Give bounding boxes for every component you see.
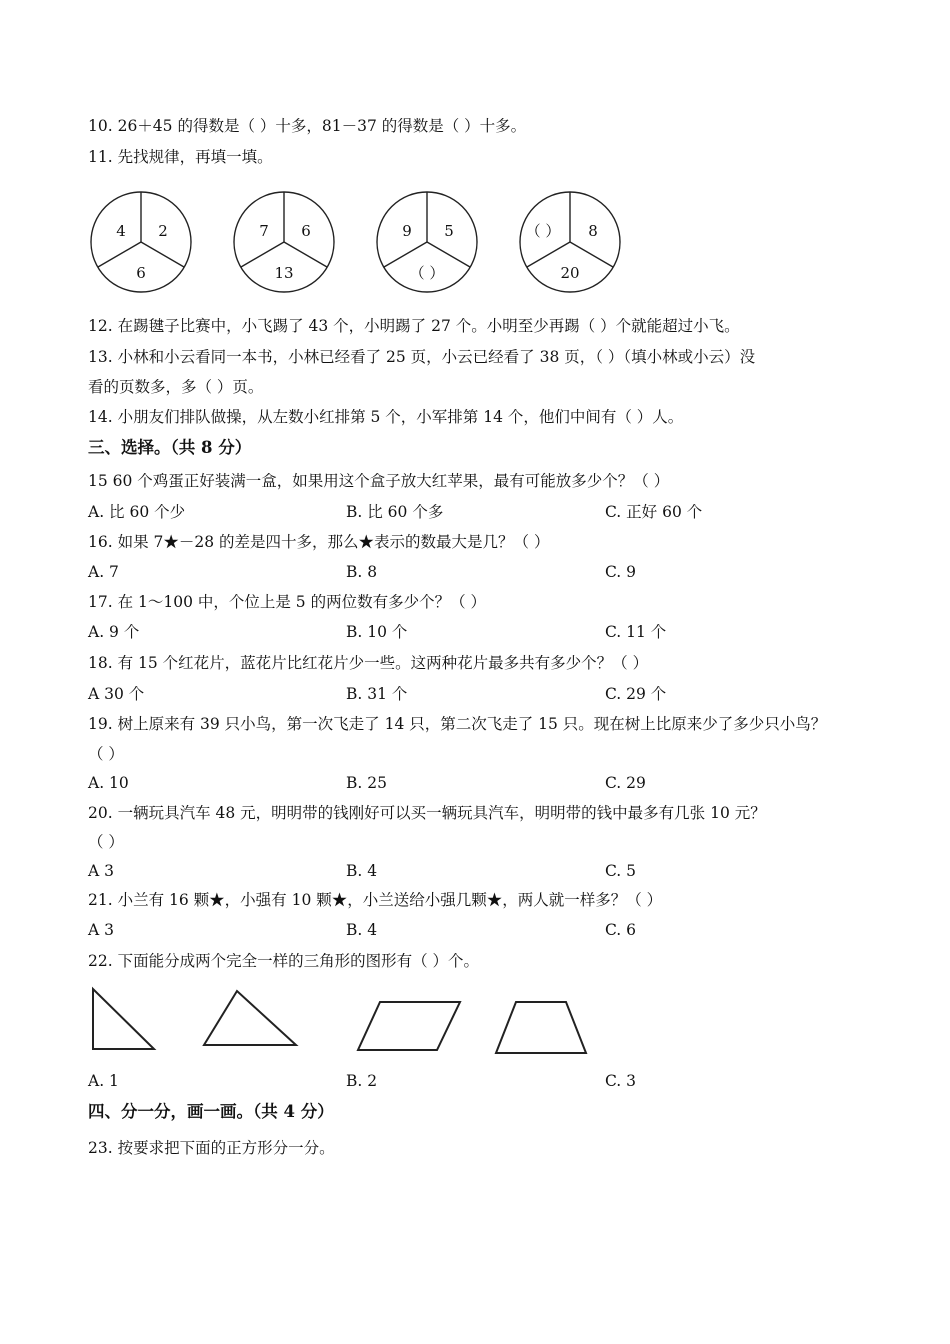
q16-option-c: C. 9 bbox=[605, 563, 637, 581]
q21-option-b: B. 4 bbox=[346, 921, 378, 939]
q19-option-a: A. 10 bbox=[88, 774, 129, 792]
q18-option-b: B. 31 个 bbox=[346, 685, 408, 703]
q18-option-a: A 30 个 bbox=[88, 685, 145, 703]
q22-option-b: B. 2 bbox=[346, 1072, 378, 1090]
circle-2-right: 6 bbox=[301, 222, 311, 240]
q22-option-c: C. 3 bbox=[605, 1072, 637, 1090]
section-3-heading: 三、选择。（共 8 分） bbox=[88, 438, 252, 457]
q16-option-a: A. 7 bbox=[88, 563, 119, 581]
question-21: 21. 小兰有 16 颗★，小强有 10 颗★，小兰送给小强几颗★，两人就一样多？（ ） bbox=[88, 891, 663, 909]
question-19-paren: （ ） bbox=[88, 745, 124, 763]
question-10: 10. 26＋45 的得数是（ ）十多，81－37 的得数是（ ）十多。 bbox=[88, 117, 527, 135]
question-12: 12. 在踢毽子比赛中，小飞踢了 43 个，小明踢了 27 个。小明至少再踢（ ）个就能超过小飞。 bbox=[88, 317, 740, 335]
question-13: 13. 小林和小云看同一本书，小林已经看了 25 页，小云已经看了 38 页，（ ）（填小林或小云）没 bbox=[88, 348, 756, 366]
q20-option-b: B. 4 bbox=[346, 862, 378, 880]
question-11: 11. 先找规律，再填一填。 bbox=[88, 148, 273, 166]
circle-2-bottom: 13 bbox=[274, 264, 294, 282]
parallelogram-shape bbox=[358, 1002, 460, 1050]
circle-3-right: 5 bbox=[444, 222, 454, 240]
question-17: 17. 在 1～100 中，个位上是 5 的两位数有多少个？（ ） bbox=[88, 593, 487, 611]
q21-option-a: A 3 bbox=[88, 921, 114, 939]
circle-1-right: 2 bbox=[158, 222, 168, 240]
question-19: 19. 树上原来有 39 只小鸟，第一次飞走了 14 只，第二次飞走了 15 只。现在树上比原来少了多少只小鸟？ bbox=[88, 715, 827, 733]
question-13-continued: 看的页数多，多（ ）页。 bbox=[88, 378, 264, 396]
question-20-paren: （ ） bbox=[88, 833, 124, 851]
q16-option-b: B. 8 bbox=[346, 563, 378, 581]
question-23: 23. 按要求把下面的正方形分一分。 bbox=[88, 1139, 335, 1157]
pattern-circle-3 bbox=[377, 192, 477, 292]
q17-option-b: B. 10 个 bbox=[346, 623, 408, 641]
q15-option-a: A. 比 60 个少 bbox=[88, 503, 186, 521]
q15-option-b: B. 比 60 个多 bbox=[346, 503, 444, 521]
q21-option-c: C. 6 bbox=[605, 921, 637, 939]
pattern-circle-4 bbox=[520, 192, 620, 292]
q17-option-a: A. 9 个 bbox=[88, 623, 140, 641]
circle-3-bottom: （ ） bbox=[409, 264, 445, 282]
circle-2-left: 7 bbox=[259, 222, 269, 240]
q18-option-c: C. 29 个 bbox=[605, 685, 667, 703]
question-18: 18. 有 15 个红花片，蓝花片比红花片少一些。这两种花片最多共有多少个？（ ） bbox=[88, 654, 649, 672]
section-4-heading: 四、分一分，画一画。（共 4 分） bbox=[88, 1102, 334, 1121]
q15-option-c: C. 正好 60 个 bbox=[605, 503, 703, 521]
circle-1-bottom: 6 bbox=[136, 264, 146, 282]
triangle-shape bbox=[204, 991, 296, 1045]
right-triangle-shape bbox=[93, 989, 154, 1049]
pattern-circle-1 bbox=[91, 192, 191, 292]
question-15: 15 60 个鸡蛋正好装满一盒，如果用这个盒子放大红苹果，最有可能放多少个？（ ） bbox=[88, 472, 670, 490]
q19-option-b: B. 25 bbox=[346, 774, 387, 792]
circle-1-left: 4 bbox=[116, 222, 126, 240]
circle-4-left: （ ） bbox=[525, 222, 561, 240]
q17-option-c: C. 11 个 bbox=[605, 623, 667, 641]
circle-3-left: 9 bbox=[402, 222, 412, 240]
q19-option-c: C. 29 bbox=[605, 774, 646, 792]
question-22: 22. 下面能分成两个完全一样的三角形的图形有（ ）个。 bbox=[88, 952, 480, 970]
trapezoid-shape bbox=[496, 1002, 586, 1053]
q20-option-c: C. 5 bbox=[605, 862, 637, 880]
question-16: 16. 如果 7★－28 的差是四十多，那么★表示的数最大是几？（ ） bbox=[88, 533, 550, 551]
circle-4-bottom: 20 bbox=[560, 264, 580, 282]
q20-option-a: A 3 bbox=[88, 862, 114, 880]
pattern-circle-2 bbox=[234, 192, 334, 292]
question-14: 14. 小朋友们排队做操，从左数小红排第 5 个，小军排第 14 个，他们中间有（ ）人。 bbox=[88, 408, 684, 426]
circle-4-right: 8 bbox=[588, 222, 598, 240]
question-20: 20. 一辆玩具汽车 48 元，明明带的钱刚好可以买一辆玩具汽车，明明带的钱中最多有几张 10 元？ bbox=[88, 804, 766, 822]
q22-option-a: A. 1 bbox=[88, 1072, 119, 1090]
